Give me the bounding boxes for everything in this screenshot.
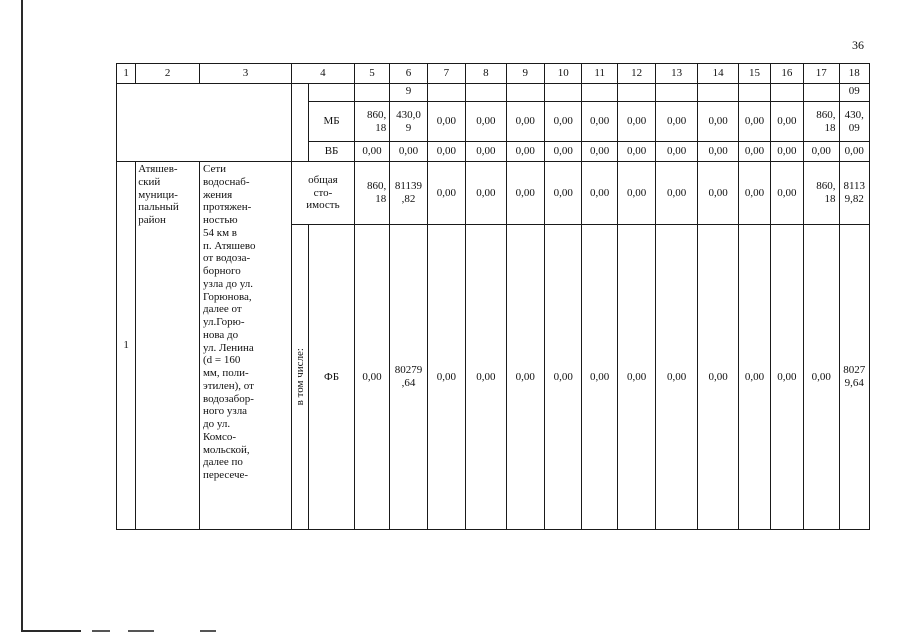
- cell-value: 0,00: [582, 102, 617, 142]
- cell-value: 0,00: [354, 225, 389, 530]
- cell-value: 430, 09: [839, 102, 870, 142]
- column-number: 15: [739, 64, 770, 84]
- bottom-text-fragment: [92, 630, 110, 632]
- column-number: 2: [136, 64, 200, 84]
- carryover-value: 09: [839, 84, 870, 102]
- cell-value: 0,00: [656, 162, 697, 225]
- bottom-text-fragment: [200, 630, 216, 632]
- cell-value: 0,00: [390, 142, 427, 162]
- cell-value: 0,00: [582, 225, 617, 530]
- column-number: 11: [582, 64, 617, 84]
- column-number: 1: [117, 64, 136, 84]
- cell-value: 0,00: [506, 142, 544, 162]
- cell-value: 0,00: [617, 225, 655, 530]
- column-number: 4: [292, 64, 355, 84]
- column-number: 14: [697, 64, 738, 84]
- source-label: МБ: [309, 102, 355, 142]
- column-number: 7: [427, 64, 465, 84]
- cell-value: 0,00: [617, 102, 655, 142]
- cell-value: 0,00: [739, 162, 770, 225]
- column-number-row: [117, 64, 870, 84]
- cell-value: 0,00: [506, 162, 544, 225]
- cell-value: 860, 18: [354, 162, 389, 225]
- cell-value: 0,00: [739, 225, 770, 530]
- cell-value: 0,00: [839, 142, 870, 162]
- including-label: в том числе:: [294, 348, 307, 406]
- cell-value: 0,00: [427, 162, 465, 225]
- cell-value: 81139 ,82: [390, 162, 427, 225]
- column-number: 3: [199, 64, 291, 84]
- budget-table: [116, 63, 870, 530]
- cell-value: 0,00: [770, 225, 803, 530]
- cell-value: 0,00: [545, 102, 582, 142]
- cell-value: 0,00: [804, 225, 839, 530]
- empty-cell: [292, 84, 309, 162]
- cell-value: 0,00: [697, 225, 738, 530]
- empty-cell: [309, 84, 355, 102]
- cell-value: 0,00: [739, 142, 770, 162]
- column-number: 5: [354, 64, 389, 84]
- column-number: 16: [770, 64, 803, 84]
- page-left-border: [21, 0, 23, 631]
- column-number: 17: [804, 64, 839, 84]
- district-name: Атяшев- ский муници- пальный район: [136, 162, 200, 530]
- cell-value: 8113 9,82: [839, 162, 870, 225]
- page-number: 36: [852, 38, 864, 52]
- cell-value: 0,00: [466, 162, 506, 225]
- empty-merged-cell: [117, 84, 292, 162]
- cell-value: 860, 18: [804, 102, 839, 142]
- cell-value: 0,00: [545, 162, 582, 225]
- row-index: 1: [117, 162, 136, 530]
- cell-value: 0,00: [582, 162, 617, 225]
- cell-value: 0,00: [427, 142, 465, 162]
- column-number: 10: [545, 64, 582, 84]
- cell-value: 0,00: [656, 225, 697, 530]
- column-number: 13: [656, 64, 697, 84]
- cell-value: 0,00: [804, 142, 839, 162]
- cell-value: 0,00: [506, 102, 544, 142]
- column-number: 12: [617, 64, 655, 84]
- cell-value: 0,00: [739, 102, 770, 142]
- project-description: Сети водоснаб- жения протяжен- ностью 54 км в п. Атяшево от водоза- борного узла до ул. Горюнова, далее от ул.Горю- нова до ул. Ленина (d = 160 мм, поли- этилен), от водозабор- ного узла до ул. Комсо- мольской, далее по пересече-: [199, 162, 291, 530]
- cell-value: 0,00: [466, 225, 506, 530]
- cell-value: 0,00: [770, 142, 803, 162]
- cell-value: 430,0 9: [390, 102, 427, 142]
- carryover-row: [117, 84, 870, 102]
- cell-value: 0,00: [545, 142, 582, 162]
- source-label: ВБ: [309, 142, 355, 162]
- cell-value: 0,00: [617, 142, 655, 162]
- cell-value: 0,00: [617, 162, 655, 225]
- carryover-value: 9: [390, 84, 427, 102]
- cell-value: 0,00: [545, 225, 582, 530]
- cell-value: 860, 18: [354, 102, 389, 142]
- cell-value: 0,00: [770, 162, 803, 225]
- total-cost-row: [117, 162, 870, 225]
- cell-value: 0,00: [656, 142, 697, 162]
- cell-value: 0,00: [427, 225, 465, 530]
- cell-value: 0,00: [697, 142, 738, 162]
- cell-value: 0,00: [697, 162, 738, 225]
- cell-value: 860, 18: [804, 162, 839, 225]
- cell-value: 0,00: [466, 142, 506, 162]
- including-label-cell: [292, 225, 309, 530]
- column-number: 18: [839, 64, 870, 84]
- cell-value: 0,00: [354, 142, 389, 162]
- cell-value: 0,00: [770, 102, 803, 142]
- column-number: 9: [506, 64, 544, 84]
- cell-value: 0,00: [506, 225, 544, 530]
- column-number: 6: [390, 64, 427, 84]
- page-bottom-border: [21, 630, 81, 632]
- column-number: 8: [466, 64, 506, 84]
- cell-value: 0,00: [697, 102, 738, 142]
- cell-value: 8027 9,64: [839, 225, 870, 530]
- source-label: ФБ: [309, 225, 355, 530]
- cell-value: 0,00: [582, 142, 617, 162]
- empty-cell: [354, 84, 389, 102]
- cell-value: 0,00: [427, 102, 465, 142]
- cell-value: 80279 ,64: [390, 225, 427, 530]
- bottom-text-fragment: [128, 630, 154, 632]
- total-cost-label: общая сто- имость: [292, 162, 355, 225]
- cell-value: 0,00: [656, 102, 697, 142]
- cell-value: 0,00: [466, 102, 506, 142]
